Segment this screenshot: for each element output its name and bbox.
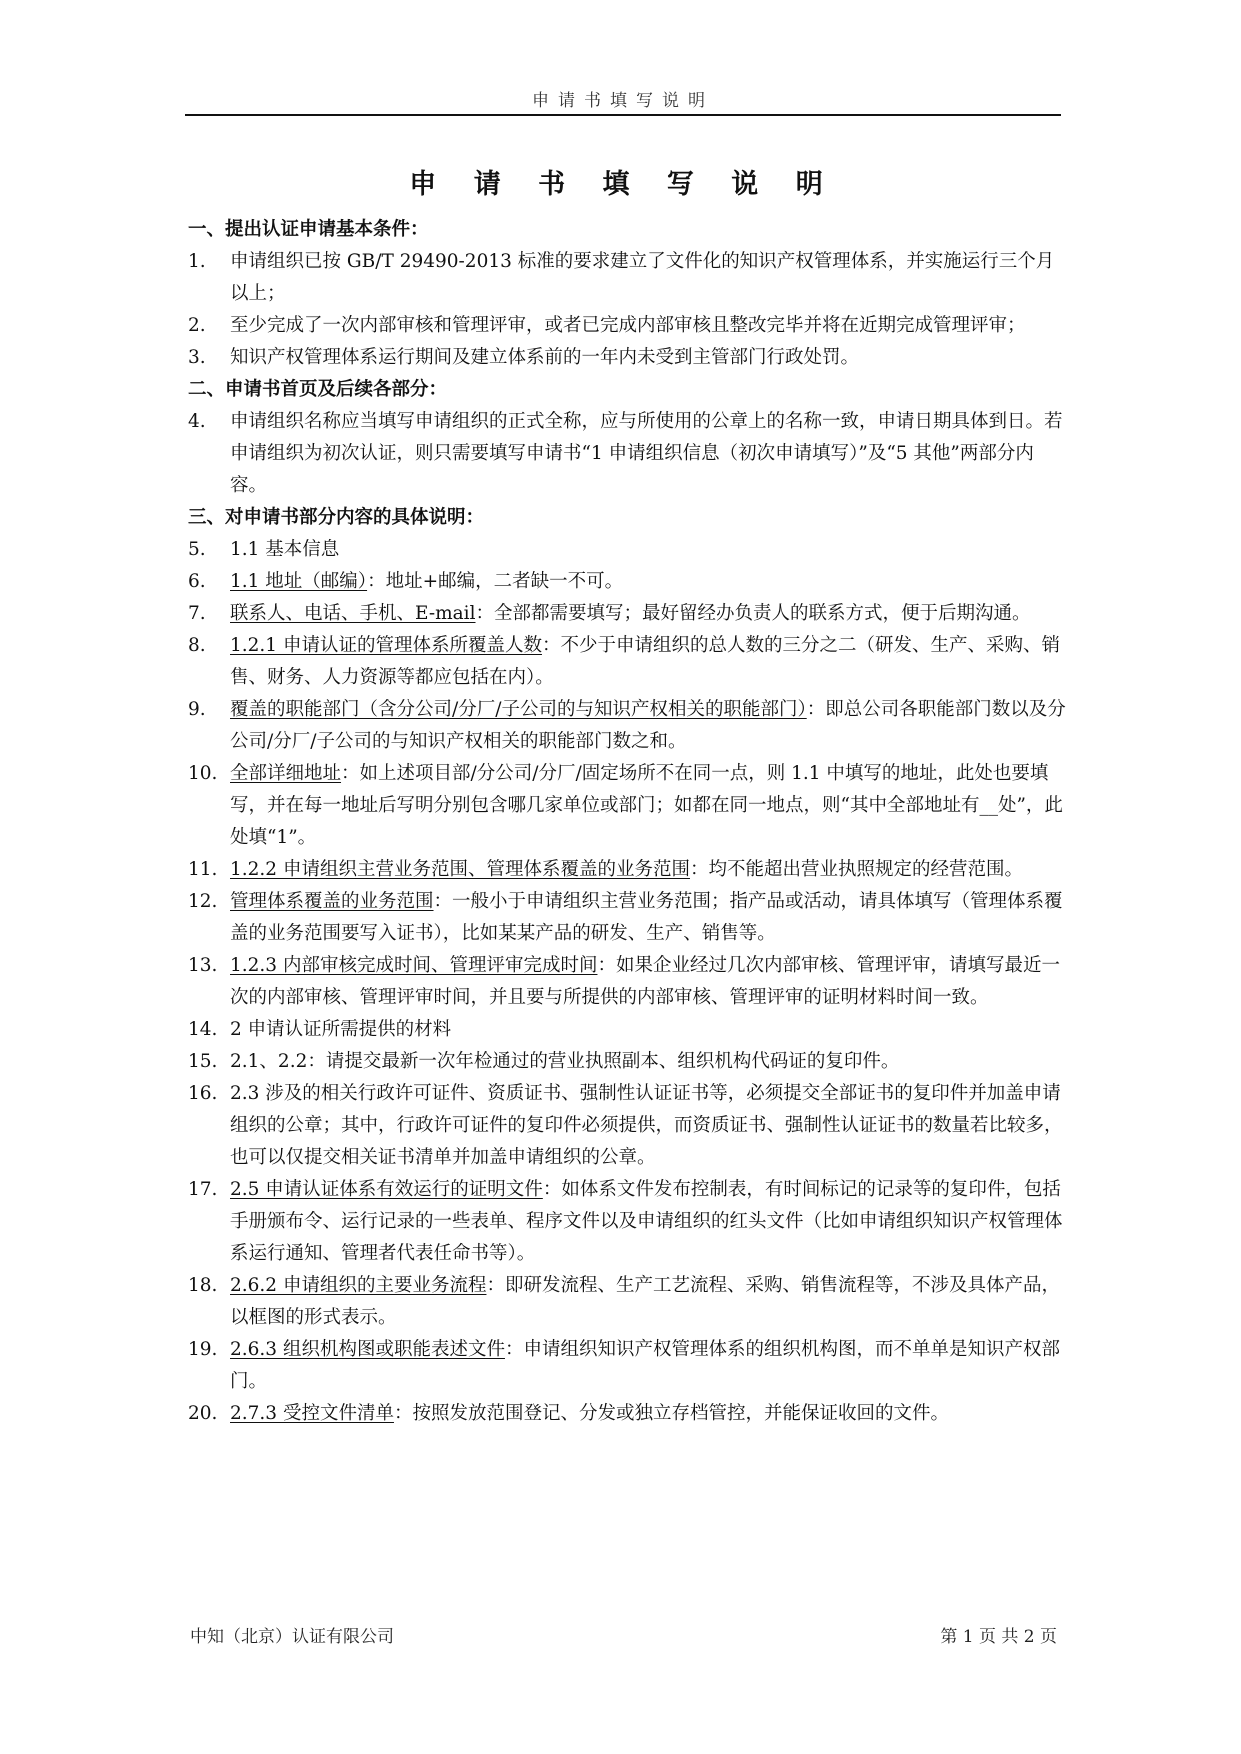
list-item-term: 全部详细地址: [230, 763, 342, 784]
running-header: 申请书填写说明: [532, 91, 714, 111]
list-item-number: 13.: [188, 955, 218, 976]
list-item: [188, 1174, 1066, 1270]
list-item-text: [230, 1334, 1066, 1398]
list-item-description: ：不少于申请组织的总人数的三分之二（研发、生产、采购、销售、财务、人力资源等都应包括在内）。: [230, 635, 1060, 688]
list-item-text: [230, 1398, 1066, 1430]
list-item-number: 14.: [188, 1019, 218, 1040]
list-item-description: 1.1 基本信息: [230, 539, 340, 560]
list-item: [188, 950, 1066, 1014]
list-item-description: ：一般小于申请组织主营业务范围；指产品或活动，请具体填写（管理体系覆盖的业务范围要写入证书），比如某某产品的研发、生产、销售等。: [230, 891, 1063, 944]
list-item: [188, 886, 1066, 950]
list-item-number: 4.: [188, 411, 206, 432]
list-item-description: 2.1、2.2：请提交最新一次年检通过的营业执照副本、组织机构代码证的复印件。: [230, 1051, 900, 1072]
list-item-description: ：申请组织知识产权管理体系的组织机构图，而不单单是知识产权部门。: [230, 1339, 1060, 1392]
list-item: [188, 1046, 1066, 1078]
footer-company: 中知（北京）认证有限公司: [190, 1627, 394, 1647]
list-item-text: [230, 1046, 1066, 1078]
list-item-text: [230, 566, 1066, 598]
list-item-number: 15.: [188, 1051, 218, 1072]
list-item-number: 20.: [188, 1403, 218, 1424]
list-item-term: 2.6.3 组织机构图或职能表述文件: [230, 1339, 505, 1360]
page-title: 申 请 书 填 写 说 明: [409, 169, 837, 200]
list-item-text: [230, 758, 1066, 854]
list-item-term: 管理体系覆盖的业务范围: [230, 891, 434, 912]
list-item-term: 2.6.2 申请组织的主要业务流程: [230, 1275, 487, 1296]
list-item: [188, 1014, 1066, 1046]
list-item: [188, 1334, 1066, 1398]
list-item-text: [230, 950, 1066, 1014]
list-item-text: [230, 854, 1066, 886]
list-item: [188, 246, 1066, 310]
list-item: [188, 342, 1066, 374]
list-item: [188, 1078, 1066, 1174]
list-item-number: 11.: [188, 859, 218, 880]
list-item-description: ：即总公司各职能部门数以及分公司/分厂/子公司的与知识产权相关的职能部门数之和。: [230, 699, 1066, 752]
list-item-number: 8.: [188, 635, 206, 656]
list-item-number: 2.: [188, 315, 206, 336]
list-item-term: 1.2.3 内部审核完成时间、管理评审完成时间: [230, 955, 598, 976]
list-item: [188, 406, 1066, 502]
section-heading: 一、提出认证申请基本条件：: [188, 219, 429, 240]
list-item-text: [230, 1270, 1066, 1334]
list-item: [188, 854, 1066, 886]
section-heading: 三、对申请书部分内容的具体说明：: [188, 507, 485, 528]
footer-page-info: 第 1 页 共 2 页: [940, 1627, 1057, 1647]
list-item-term: 1.2.1 申请认证的管理体系所覆盖人数: [230, 635, 542, 656]
list-item: [188, 1270, 1066, 1334]
list-item-text: [230, 246, 1066, 310]
list-item: [188, 630, 1066, 694]
list-item-description: ：地址+邮编，二者缺一不可。: [367, 571, 624, 592]
list-item-term: 1.1 地址（邮编）: [230, 571, 368, 592]
header-rule: [185, 114, 1061, 116]
list-item-text: [230, 534, 1066, 566]
list-item: [188, 758, 1066, 854]
list-item-number: 9.: [188, 699, 206, 720]
list-item-text: [230, 886, 1066, 950]
list-item-text: [230, 1078, 1066, 1174]
list-item-description: ：如果企业经过几次内部审核、管理评审，请填写最近一次的内部审核、管理评审时间，并且要与所提供的内部审核、管理评审的证明材料时间一致。: [230, 955, 1060, 1008]
list-item: [188, 598, 1066, 630]
list-item-number: 18.: [188, 1275, 218, 1296]
list-item-number: 7.: [188, 603, 206, 624]
list-item-number: 10.: [188, 763, 218, 784]
list-item-description: ：全部都需要填写；最好留经办负责人的联系方式，便于后期沟通。: [475, 603, 1031, 624]
list-item-description: 申请组织已按 GB/T 29490-2013 标准的要求建立了文件化的知识产权管理体系，并实施运行三个月以上；: [230, 251, 1055, 304]
list-item-term: 覆盖的职能部门（含分公司/分厂/子公司的与知识产权相关的职能部门）: [230, 699, 807, 720]
list-item-description: 2.3 涉及的相关行政许可证件、资质证书、强制性认证证书等，必须提交全部证书的复印件并加盖申请组织的公章；其中，行政许可证件的复印件必须提供，而资质证书、强制性认证证书的数量若比较多，也可以仅提交相关证书清单并加盖申请组织的公章。: [230, 1083, 1063, 1168]
list-item-description: 2 申请认证所需提供的材料: [230, 1019, 452, 1040]
list-item-description: ：如上述项目部/分公司/分厂/固定场所不在同一点，则 1.1 中填写的地址，此处也要填写，并在每一地址后写明分别包含哪几家单位或部门；如都在同一地点，则“其中全部地址有__处”，此处填“1”。: [230, 763, 1063, 848]
list-item-text: [230, 1174, 1066, 1270]
list-item-text: [230, 406, 1066, 502]
list-item-description: 知识产权管理体系运行期间及建立体系前的一年内未受到主管部门行政处罚。: [230, 347, 860, 368]
list-item-number: 17.: [188, 1179, 218, 1200]
list-item-number: 16.: [188, 1083, 218, 1104]
list-item-text: [230, 310, 1066, 342]
list-item-text: [230, 1014, 1066, 1046]
list-item-number: 19.: [188, 1339, 218, 1360]
list-item: [188, 566, 1066, 598]
list-item-text: [230, 694, 1066, 758]
list-item-number: 12.: [188, 891, 218, 912]
list-item: [188, 1398, 1066, 1430]
list-item-description: ：按照发放范围登记、分发或独立存档管控，并能保证收回的文件。: [393, 1403, 949, 1424]
list-item-description: 申请组织名称应当填写申请组织的正式全称，应与所使用的公章上的名称一致，申请日期具体到日。若申请组织为初次认证，则只需要填写申请书“1 申请组织信息（初次申请填写）”及“5 其他”两部分内容。: [230, 411, 1063, 496]
list-item-number: 3.: [188, 347, 206, 368]
list-item-term: 2.5 申请认证体系有效运行的证明文件: [230, 1179, 543, 1200]
document-body: [188, 214, 1066, 1430]
list-item-term: 1.2.2 申请组织主营业务范围、管理体系覆盖的业务范围: [230, 859, 690, 880]
list-item: [188, 694, 1066, 758]
list-item: [188, 310, 1066, 342]
list-item-number: 6.: [188, 571, 206, 592]
list-item-description: ：即研发流程、生产工艺流程、采购、销售流程等，不涉及具体产品，以框图的形式表示。: [230, 1275, 1060, 1328]
list-item-text: [230, 598, 1066, 630]
section-heading: 二、申请书首页及后续各部分：: [188, 379, 448, 400]
list-item-description: 至少完成了一次内部审核和管理评审，或者已完成内部审核且整改完毕并将在近期完成管理评审；: [230, 315, 1026, 336]
list-item-number: 1.: [188, 251, 206, 272]
list-item-description: ：如体系文件发布控制表，有时间标记的记录等的复印件，包括手册颁布令、运行记录的一些表单、程序文件以及申请组织的红头文件（比如申请组织知识产权管理体系运行通知、管理者代表任命书等）。: [230, 1179, 1063, 1264]
list-item-text: [230, 342, 1066, 374]
list-item: [188, 534, 1066, 566]
list-item-description: ：均不能超出营业执照规定的经营范围。: [689, 859, 1023, 880]
list-item-number: 5.: [188, 539, 206, 560]
list-item-term: 联系人、电话、手机、E-mail: [230, 603, 476, 624]
list-item-term: 2.7.3 受控文件清单: [230, 1403, 394, 1424]
list-item-text: [230, 630, 1066, 694]
